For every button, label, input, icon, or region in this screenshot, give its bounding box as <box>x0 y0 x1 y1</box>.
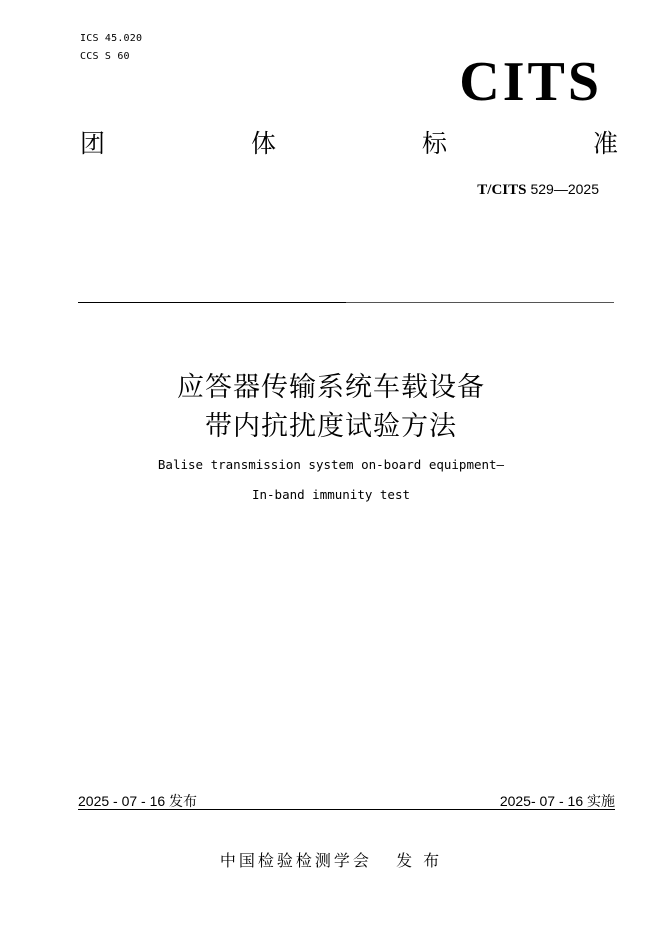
title-english-line-2: In-band immunity test <box>251 487 411 502</box>
title-english-line-1: Balise transmission system on-board equipment— <box>157 457 505 472</box>
standard-type-char: 团 <box>80 129 106 158</box>
bottom-divider <box>78 809 615 810</box>
ccs-code: CCS S 60 <box>80 51 130 62</box>
title-chinese-line-1: 应答器传输系统车载设备 <box>177 372 485 403</box>
top-divider-accent <box>78 302 346 303</box>
cits-logo: CITS <box>459 51 602 113</box>
standard-code: T/CITS <box>477 182 527 198</box>
standard-number <box>477 179 599 199</box>
standard-type-char: 标 <box>421 129 447 158</box>
publisher: 中国检验检测学会 发 布 <box>219 851 443 870</box>
standard-number-year: 529—2025 <box>530 181 599 197</box>
title-chinese-line-2: 带内抗扰度试验方法 <box>205 411 457 442</box>
standard-type <box>80 128 618 160</box>
standard-type-char: 准 <box>592 129 618 158</box>
ics-code: ICS 45.020 <box>80 33 143 44</box>
issue-date: 2025 - 07 - 16 发布 <box>78 793 198 809</box>
standard-type-char: 体 <box>250 129 276 158</box>
implementation-date: 2025- 07 - 16 实施 <box>499 793 615 809</box>
